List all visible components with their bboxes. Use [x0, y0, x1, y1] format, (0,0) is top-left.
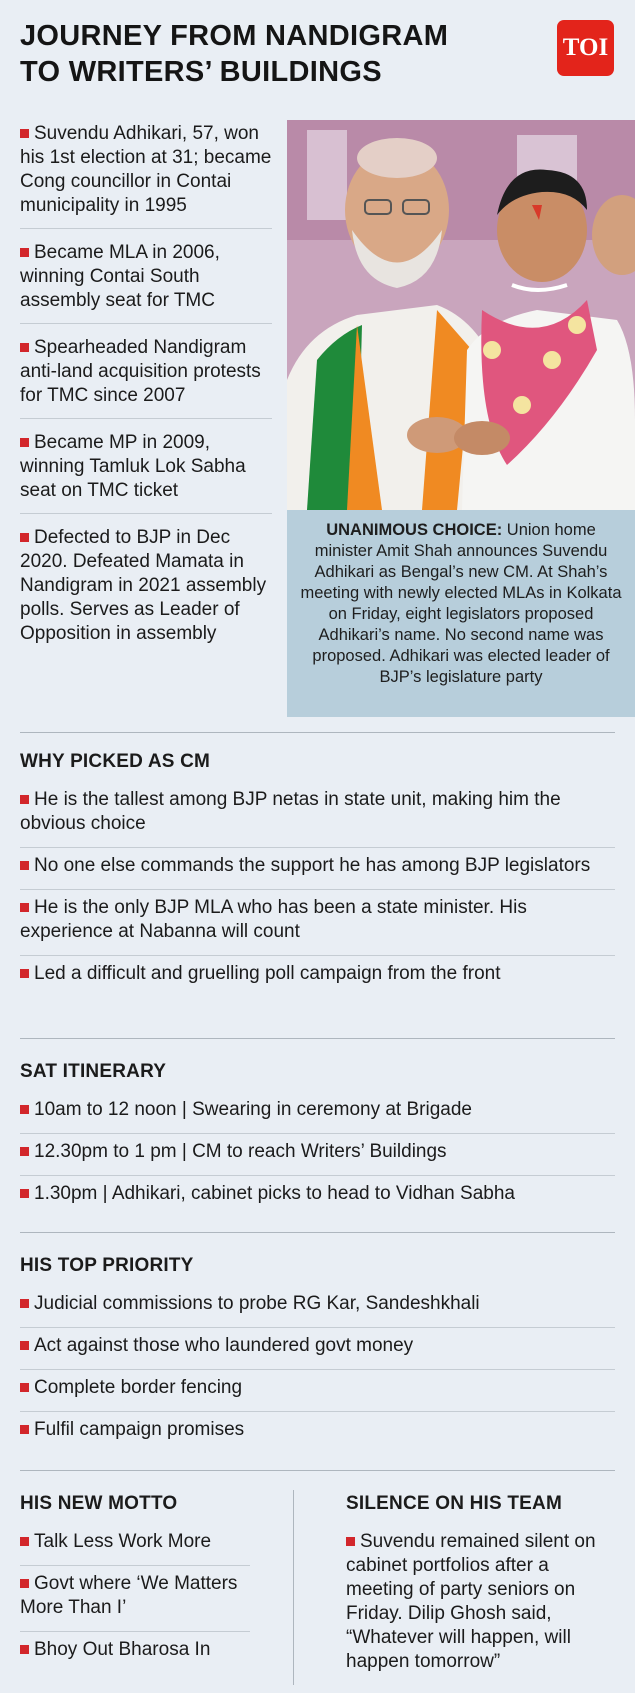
list-item: Led a difficult and gruelling poll campaign from the front	[20, 955, 615, 997]
priority-title: HIS TOP PRIORITY	[20, 1255, 194, 1276]
bullet-icon	[20, 343, 29, 352]
bullet-icon	[20, 1147, 29, 1156]
timeline-list	[20, 118, 272, 664]
motto-section	[20, 1492, 250, 1673]
timeline-item: Spearheaded Nandigram anti-land acquisition protests for TMC since 2007	[20, 332, 272, 419]
toi-logo: TOI	[557, 20, 614, 76]
list-item: 12.30pm to 1 pm | CM to reach Writers’ Buildings	[20, 1133, 615, 1175]
itinerary-section	[20, 1060, 615, 1217]
bullet-icon	[20, 248, 29, 257]
section-divider	[20, 1232, 615, 1233]
silence-text: Suvendu remained silent on cabinet portfolios after a meeting of party seniors on Friday. Dilip Ghosh said, “Whatever will happen, will happen tomorrow”	[346, 1531, 596, 1672]
photo-caption	[287, 510, 635, 717]
priority-section	[20, 1254, 615, 1453]
timeline-item: Suvendu Adhikari, 57, won his 1st election at 31; became Cong councillor in Contai municipality in 1995	[20, 118, 272, 229]
news-photo	[287, 120, 635, 510]
bullet-icon	[20, 969, 29, 978]
headline-line-1: JOURNEY FROM NANDIGRAM	[20, 20, 449, 52]
bullet-icon	[20, 1425, 29, 1434]
silence-title: SILENCE ON HIS TEAM	[346, 1493, 562, 1514]
section-divider	[20, 732, 615, 733]
bullet-icon	[20, 1299, 29, 1308]
photo-illustration	[287, 120, 635, 510]
list-item: Govt where ‘We Matters More Than I’	[20, 1565, 250, 1631]
headline	[20, 18, 540, 90]
list-item: No one else commands the support he has among BJP legislators	[20, 847, 615, 889]
timeline-item: Defected to BJP in Dec 2020. Defeated Mamata in Nandigram in 2021 assembly polls. Serves as Leader of Opposition in assembly	[20, 527, 267, 644]
bullet-icon	[20, 861, 29, 870]
list-item: He is the only BJP MLA who has been a state minister. His experience at Nabanna will count	[20, 889, 615, 955]
list-item: Act against those who laundered govt money	[20, 1327, 615, 1369]
itinerary-title: SAT ITINERARY	[20, 1061, 167, 1082]
list-item: Fulfil campaign promises	[20, 1411, 615, 1453]
bullet-icon	[20, 438, 29, 447]
column-divider	[293, 1490, 294, 1685]
bullet-icon	[20, 1579, 29, 1588]
bullet-icon	[20, 1645, 29, 1654]
bullet-icon	[20, 1105, 29, 1114]
list-item: He is the tallest among BJP netas in state unit, making him the obvious choice	[20, 789, 561, 834]
list-item: Talk Less Work More	[20, 1530, 250, 1565]
why-picked-title: WHY PICKED AS CM	[20, 751, 211, 772]
list-item: Complete border fencing	[20, 1369, 615, 1411]
bullet-icon	[20, 533, 29, 542]
bullet-icon	[20, 1189, 29, 1198]
list-item: 10am to 12 noon | Swearing in ceremony at Brigade	[20, 1098, 615, 1133]
timeline-item: Became MLA in 2006, winning Contai South assembly seat for TMC	[20, 237, 272, 324]
bullet-icon	[20, 1537, 29, 1546]
section-divider	[20, 1470, 615, 1471]
motto-title: HIS NEW MOTTO	[20, 1493, 178, 1514]
timeline-item: Became MP in 2009, winning Tamluk Lok Sabha seat on TMC ticket	[20, 427, 272, 514]
bullet-icon	[20, 903, 29, 912]
bullet-icon	[20, 1341, 29, 1350]
list-item: 1.30pm | Adhikari, cabinet picks to head to Vidhan Sabha	[20, 1175, 615, 1217]
bullet-icon	[20, 129, 29, 138]
caption-lead: UNANIMOUS CHOICE:	[326, 521, 503, 539]
bullet-icon	[346, 1537, 355, 1546]
list-item: Judicial commissions to probe RG Kar, Sandeshkhali	[20, 1292, 615, 1327]
bullet-icon	[20, 1383, 29, 1392]
bullet-icon	[20, 795, 29, 804]
section-divider	[20, 1038, 615, 1039]
silence-section	[346, 1492, 621, 1685]
headline-line-2: TO WRITERS’ BUILDINGS	[20, 56, 382, 88]
caption-text: Union home minister Amit Shah announces Suvendu Adhikari as Bengal’s new CM. At Shah’s meeting with newly elected MLAs in Kolkata on Friday, eight legislators proposed Adhikari’s name. No second name was proposed. Adhikari was elected leader of BJP’s legislature party	[300, 521, 622, 686]
list-item: Bhoy Out Bharosa In	[20, 1631, 250, 1673]
why-picked-section	[20, 750, 615, 997]
